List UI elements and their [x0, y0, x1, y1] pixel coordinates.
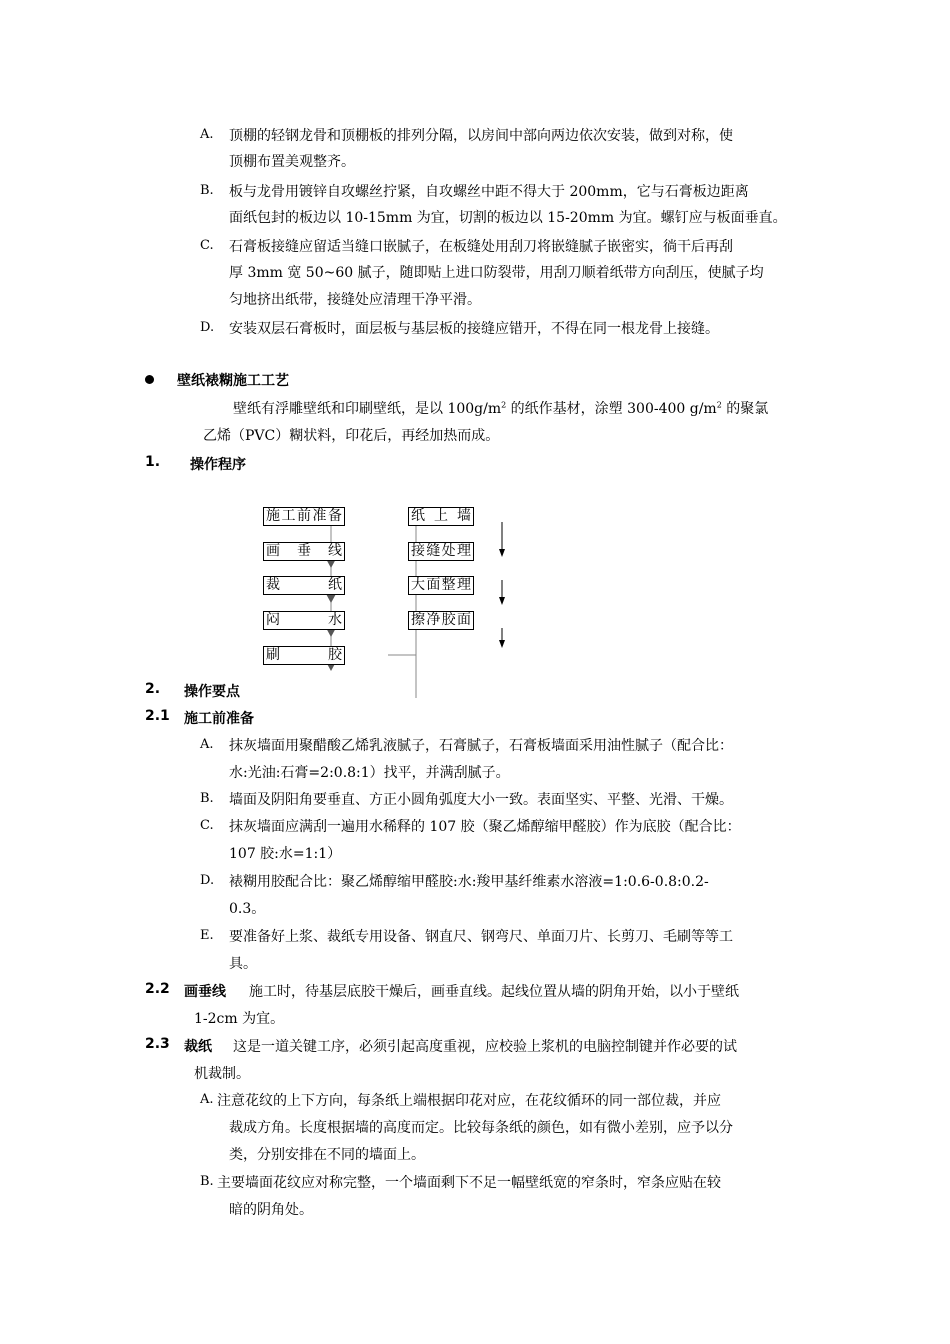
flow-step-char: 前	[297, 508, 311, 524]
paragraph-line: 机裁制。	[194, 1066, 250, 1082]
item-text-line: 类，分别安排在不同的墙面上。	[229, 1147, 425, 1163]
item-text-line: 主要墙面花纹应对称完整，一个墙面剩下不足一幅壁纸宽的窄条时，窄条应贴在较	[217, 1175, 721, 1191]
item-text-line: 要准备好上浆、裁纸专用设备、钢直尺、钢弯尺、单面刀片、长剪刀、毛刷等等工	[229, 929, 733, 945]
section-number: 2.1	[145, 708, 170, 724]
flow-step-char: 线	[328, 543, 342, 559]
section-heading: 壁纸裱糊施工工艺	[177, 373, 289, 389]
item-label: B.	[200, 1174, 214, 1189]
flow-step-char: 备	[328, 508, 342, 524]
item-label: A.	[200, 127, 214, 142]
item-label: C.	[200, 818, 214, 833]
flow-step-char: 墙	[457, 508, 471, 524]
flow-step-char: 面	[426, 577, 441, 593]
item-text-line: 顶棚布置美观整齐。	[229, 154, 355, 170]
item-text-line: 注意花纹的上下方向，每条纸上端根据印花对应，在花纹循环的同一部位裁，并应	[217, 1093, 721, 1109]
item-label: B.	[200, 183, 214, 198]
flow-step-char: 理	[456, 577, 471, 593]
section-title: 施工前准备	[184, 711, 254, 727]
item-label: C.	[200, 238, 214, 253]
item-text-line: 匀地挤出纸带，接缝处应清理干净平滑。	[229, 292, 481, 308]
item-label: E.	[200, 928, 214, 943]
item-text-line: 裁成方角。长度根据墙的高度而定。比较每条纸的颜色，如有微小差别，应予以分	[229, 1120, 733, 1136]
flow-step	[263, 611, 345, 630]
flow-step-char: 整	[441, 577, 456, 593]
item-text-line: 顶棚的轻钢龙骨和顶棚板的排列分隔，以房间中部向两边依次安装，做到对称，使	[229, 128, 733, 144]
section-title: 裁纸	[184, 1039, 212, 1055]
item-text-line: 板与龙骨用镀锌自攻螺丝拧紧，自攻螺丝中距不得大于 200mm，它与石膏板边距离	[229, 184, 749, 200]
item-text-line: 具。	[229, 956, 257, 972]
flow-step-char: 准	[312, 508, 327, 524]
item-text-line: 水:光油:石膏=2:0.8:1）找平，并满刮腻子。	[229, 765, 510, 781]
item-text-line: 石膏板接缝应留适当缝口嵌腻子，在板缝处用刮刀将嵌缝腻子嵌密实，徜干后再刮	[229, 239, 733, 255]
flow-step	[263, 576, 345, 595]
flow-step-char: 理	[456, 543, 471, 559]
arrow-down-icon	[499, 640, 505, 648]
flow-step-char: 刷	[266, 647, 280, 663]
item-text-line: 抹灰墙面应满刮一遍用水稀释的 107 胶（聚乙烯醇缩甲醛胶）作为底胶（配合比：	[229, 819, 741, 835]
item-label: D.	[200, 873, 215, 888]
flow-step-char: 纸	[328, 577, 342, 593]
flow-step	[408, 507, 474, 526]
flow-step	[263, 507, 345, 526]
intro-line-2: 乙烯（PVC）糊状料，印花后，再经加热而成。	[203, 428, 500, 444]
flow-step-char: 缝	[426, 543, 441, 559]
flow-step-char: 纸	[411, 508, 425, 524]
arrow-down-icon	[499, 597, 505, 605]
item-text-line: 107 胶:水=1:1）	[229, 846, 342, 862]
section-title: 画垂线	[184, 984, 226, 1000]
section-number: 2.	[145, 681, 161, 697]
flow-step-char: 大	[411, 577, 425, 593]
flow-step-char: 胶	[441, 612, 456, 628]
flow-step-char: 上	[434, 508, 448, 524]
section-title: 操作程序	[190, 457, 246, 473]
item-text-line: 厚 3mm 宽 50~60 腻子，随即贴上进口防裂带，用刮刀顺着纸带方向刮压，使腻子均	[229, 265, 764, 281]
section-title: 操作要点	[184, 684, 240, 700]
item-label: A.	[200, 1092, 214, 1107]
flow-step-char: 施	[266, 508, 280, 524]
section-number: 2.3	[145, 1036, 170, 1052]
superscript: 2	[501, 400, 507, 410]
flow-step-char: 擦	[411, 612, 425, 628]
paragraph-line: 这是一道关键工序，必须引起高度重视，应校验上浆机的电脑控制键并作必要的试	[233, 1039, 737, 1055]
flow-step	[408, 611, 474, 630]
item-text-line: 安装双层石膏板时，面层板与基层板的接缝应错开，不得在同一根龙骨上接缝。	[229, 321, 719, 337]
flow-step-char: 净	[426, 612, 441, 628]
flow-step-char: 闷	[266, 612, 280, 628]
item-text-line: 抹灰墙面用聚醋酸乙烯乳液腻子，石膏腻子，石膏板墙面采用油性腻子（配合比：	[229, 738, 733, 754]
item-label: B.	[200, 791, 214, 806]
flow-step-char: 处	[441, 543, 456, 559]
flow-step-char: 画	[266, 543, 280, 559]
section-number: 2.2	[145, 981, 170, 997]
superscript: 2	[716, 400, 722, 410]
flow-step-char: 水	[328, 612, 342, 628]
intro-text: 的聚氯	[721, 401, 769, 417]
flow-step	[263, 646, 345, 665]
flow-step-char: 接	[411, 543, 425, 559]
flow-step-char: 裁	[266, 577, 280, 593]
flow-step-char: 面	[456, 612, 471, 628]
paragraph-line: 施工时，待基层底胶干燥后，画垂直线。起线位置从墙的阴角开始，以小于壁纸	[249, 984, 739, 1000]
intro-text: 壁纸有浮雕壁纸和印刷壁纸，是以 100g/m	[233, 401, 502, 417]
item-text-line: 暗的阴角处。	[229, 1202, 313, 1218]
arrow-down-icon	[499, 549, 505, 557]
flow-step	[408, 576, 474, 595]
flow-step	[408, 542, 474, 561]
item-text-line: 面纸包封的板边以 10-15mm 为宜，切割的板边以 15-20mm 为宜。螺钉应与板面垂直。	[229, 210, 787, 226]
flow-step	[263, 542, 345, 561]
item-text-line: 0.3。	[229, 901, 266, 917]
intro-text: 的纸作基材，涂塑 300-400 g/m	[506, 401, 717, 417]
paragraph-line: 1-2cm 为宜。	[194, 1011, 285, 1027]
item-text-line: 墙面及阴阳角要垂直、方正小圆角弧度大小一致。表面坚实、平整、光滑、干燥。	[229, 792, 733, 808]
section-number: 1.	[145, 454, 161, 470]
item-label: A.	[200, 737, 214, 752]
flow-step-char: 胶	[328, 647, 342, 663]
item-text-line: 裱糊用胶配合比：聚乙烯醇缩甲醛胶:水:羧甲基纤维素水溶液=1:0.6-0.8:0.2-	[229, 874, 709, 890]
flow-step-char: 垂	[297, 543, 311, 559]
flow-step-char: 工	[281, 508, 296, 524]
item-label: D.	[200, 320, 215, 335]
